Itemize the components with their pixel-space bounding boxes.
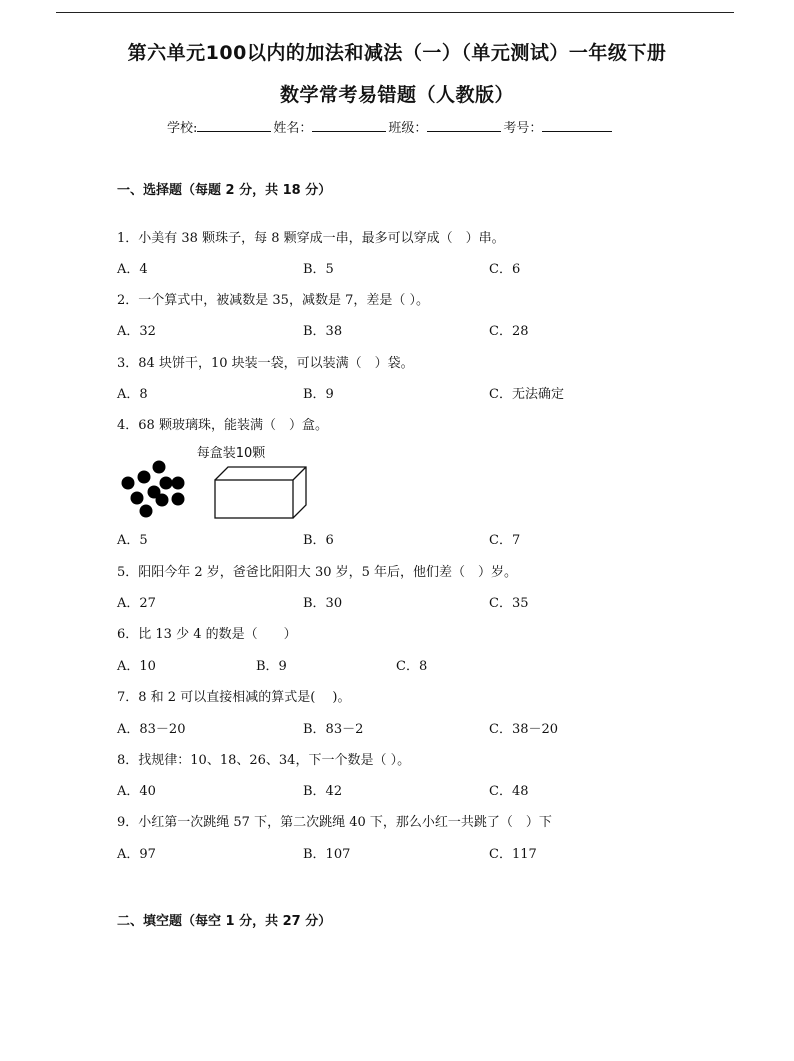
- q1-option-b[interactable]: B．5: [303, 262, 334, 277]
- q4-option-a[interactable]: A．5: [117, 533, 148, 548]
- box-icon: [215, 467, 306, 518]
- q8-option-b[interactable]: B．42: [303, 784, 343, 799]
- page-title: 第六单元100以内的加法和减法（一）（单元测试）一年级下册: [127, 42, 667, 64]
- q7-option-b[interactable]: B．83－2: [303, 722, 364, 737]
- q8-option-c[interactable]: C．48: [489, 784, 529, 799]
- number-label: 考号：: [503, 121, 543, 136]
- school-label: 学校:: [167, 121, 198, 136]
- q4-option-b[interactable]: B．6: [303, 533, 334, 548]
- bead: [131, 492, 144, 505]
- q6-option-b[interactable]: B．9: [256, 659, 287, 674]
- q1-option-c[interactable]: C．6: [489, 262, 521, 277]
- bead: [160, 477, 173, 490]
- q5-option-c[interactable]: C．35: [489, 596, 529, 611]
- section-title-fill-in: 二、填空题（每空 1 分，共 27 分）: [117, 914, 332, 929]
- bead: [140, 505, 153, 518]
- question-2: 2．一个算式中，被减数是 35，减数是 7，差是（ ）。: [117, 293, 429, 308]
- name-label: 姓名：: [273, 121, 313, 136]
- q9-option-c[interactable]: C．117: [489, 847, 537, 862]
- question-5: 5．阳阳今年 2 岁，爸爸比阳阳大 30 岁，5 年后，他们差（ ）岁。: [117, 565, 518, 580]
- q5-option-a[interactable]: A．27: [117, 596, 156, 611]
- question-3: 3．84 块饼干，10 块装一袋，可以装满（ ）袋。: [117, 356, 414, 371]
- q2-option-a[interactable]: A．32: [117, 324, 156, 339]
- q6-option-a[interactable]: A．10: [117, 659, 156, 674]
- number-field[interactable]: [542, 118, 612, 132]
- q2-option-b[interactable]: B．38: [303, 324, 343, 339]
- school-field[interactable]: [197, 118, 271, 132]
- bead: [138, 471, 151, 484]
- q6-option-c[interactable]: C．8: [396, 659, 428, 674]
- bead: [156, 494, 169, 507]
- beads-group: [122, 461, 185, 518]
- q3-option-b[interactable]: B．9: [303, 387, 334, 402]
- q1-option-a[interactable]: A．4: [117, 262, 148, 277]
- section-title-choice: 一、选择题（每题 2 分，共 18 分）: [117, 183, 332, 198]
- question-6: 6．比 13 少 4 的数是（ ）: [117, 627, 297, 642]
- student-info-row: [167, 117, 614, 136]
- q3-option-a[interactable]: A．8: [117, 387, 148, 402]
- class-field[interactable]: [427, 118, 501, 132]
- page-subtitle: 数学常考易错题（人教版）: [279, 84, 514, 106]
- question-1: 1．小美有 38 颗珠子，每 8 颗穿成一串，最多可以穿成（ ）串。: [117, 231, 505, 246]
- class-label: 班级：: [388, 121, 428, 136]
- question-4: 4．68 颗玻璃珠，能装满（ ）盒。: [117, 418, 328, 433]
- bead: [153, 461, 166, 474]
- bead: [172, 477, 185, 490]
- q8-option-a[interactable]: A．40: [117, 784, 156, 799]
- q3-option-c[interactable]: C．无法确定: [489, 387, 564, 402]
- q7-option-c[interactable]: C．38－20: [489, 722, 559, 737]
- q7-option-a[interactable]: A．83－20: [117, 722, 186, 737]
- q2-option-c[interactable]: C．28: [489, 324, 529, 339]
- bead: [122, 477, 135, 490]
- question-9: 9．小红第一次跳绳 57 下，第二次跳绳 40 下，那么小红一共跳了（ ）下: [117, 815, 552, 830]
- name-field[interactable]: [312, 118, 386, 132]
- box-label: 每盒装10颗: [196, 446, 266, 461]
- q5-option-b[interactable]: B．30: [303, 596, 343, 611]
- bead: [172, 493, 185, 506]
- q9-option-a[interactable]: A．97: [117, 847, 156, 862]
- question-8: 8．找规律：10、18、26、34，下一个数是（ ）。: [117, 753, 411, 768]
- question-7: 7．8 和 2 可以直接相减的算式是( )。: [117, 690, 351, 705]
- q9-option-b[interactable]: B．107: [303, 847, 351, 862]
- top-rule: [56, 12, 734, 13]
- beads-and-box-figure: [116, 440, 316, 520]
- q4-option-c[interactable]: C．7: [489, 533, 521, 548]
